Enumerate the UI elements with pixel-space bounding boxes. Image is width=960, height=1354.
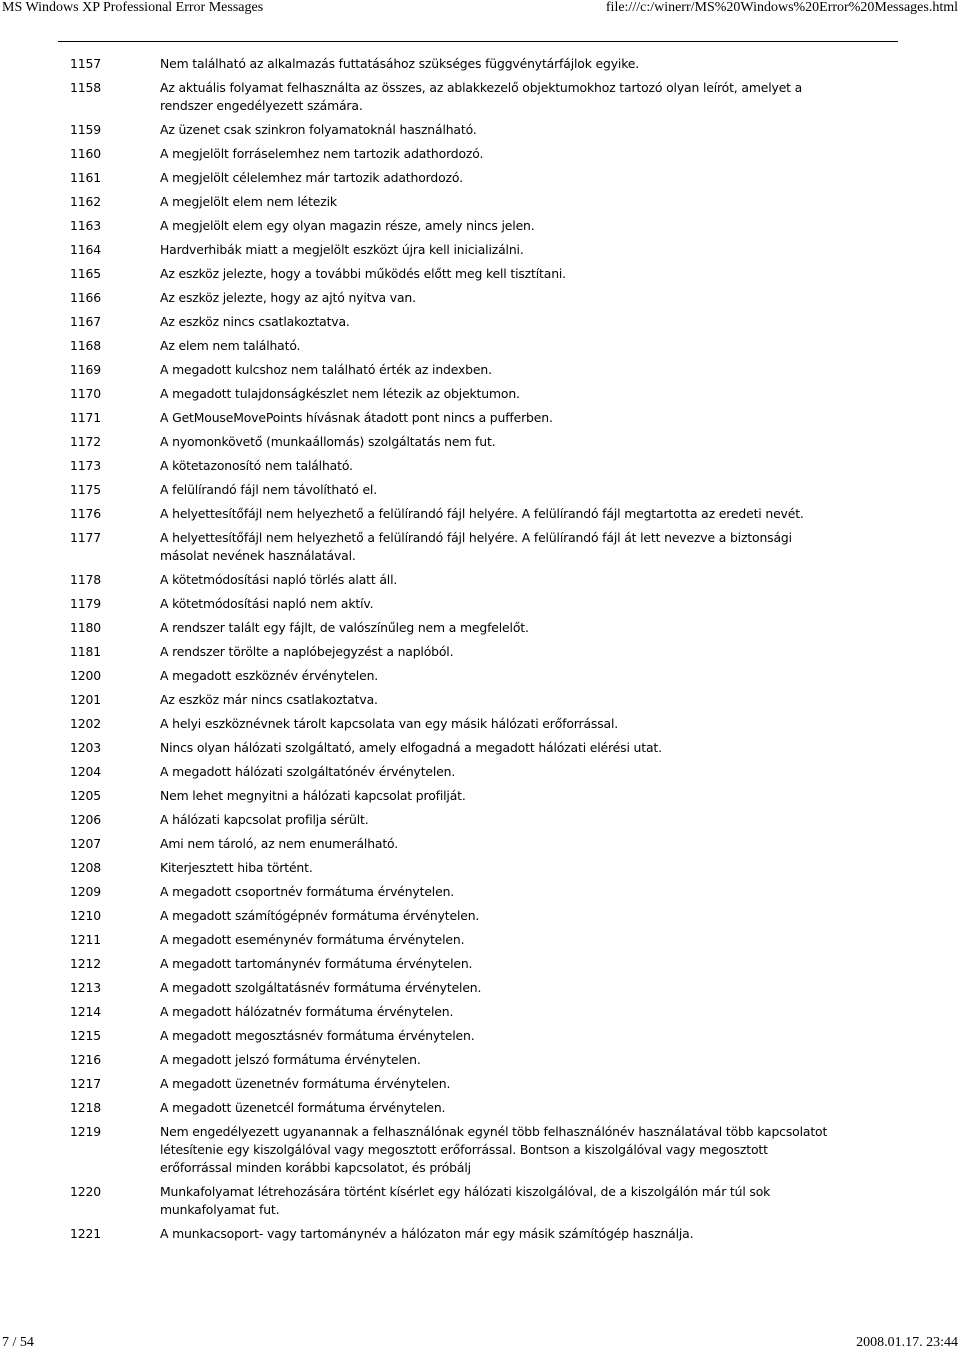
error-code: 1170: [70, 386, 101, 401]
table-row: [58, 907, 898, 931]
error-code: 1208: [70, 860, 101, 875]
error-code: 1163: [70, 218, 101, 233]
error-message: A felülírandó fájl nem távolítható el.: [160, 482, 378, 497]
table-row: [58, 55, 898, 79]
error-code: 1169: [70, 362, 101, 377]
error-message: A megadott kulcshoz nem található érték az indexben.: [160, 362, 492, 377]
table-row: [58, 979, 898, 1003]
table-row: [58, 217, 898, 241]
page-number: 7 / 54: [2, 1335, 34, 1350]
error-message: Az elem nem található.: [160, 338, 301, 353]
table-row: [58, 1003, 898, 1027]
error-code: 1214: [70, 1004, 101, 1019]
table-row: [58, 619, 898, 643]
table-row: [58, 289, 898, 313]
error-message: A kötetmódosítási napló nem aktív.: [160, 596, 374, 611]
error-code: 1201: [70, 692, 101, 707]
error-message-table: [58, 55, 898, 1249]
error-message: Az eszköz jelezte, hogy az ajtó nyitva van.: [160, 290, 416, 305]
table-row: [58, 1225, 898, 1249]
error-code: 1209: [70, 884, 101, 899]
table-row: [58, 409, 898, 433]
error-code: 1216: [70, 1052, 101, 1067]
error-code: 1167: [70, 314, 101, 329]
error-code: 1175: [70, 482, 101, 497]
error-message: Nem található az alkalmazás futtatásához szükséges függvénytárfájlok egyike.: [160, 56, 640, 71]
table-row: [58, 1183, 898, 1225]
table-row: [58, 121, 898, 145]
error-message: Az aktuális folyamat felhasználta az összes, az ablakkezelő objektumokhoz tartozó olyan leírót, amelyet a rendszer engedélyezett számára.: [160, 80, 803, 113]
error-code: 1210: [70, 908, 101, 923]
error-code: 1221: [70, 1226, 101, 1241]
error-code: 1162: [70, 194, 101, 209]
error-code: 1204: [70, 764, 101, 779]
error-code: 1177: [70, 530, 101, 545]
error-code: 1168: [70, 338, 101, 353]
table-row: [58, 1123, 898, 1183]
table-row: [58, 241, 898, 265]
error-code: 1213: [70, 980, 101, 995]
error-message: A megadott üzenetcél formátuma érvénytelen.: [160, 1100, 446, 1115]
error-message: A megadott eseménynév formátuma érvénytelen.: [160, 932, 465, 947]
error-message: A megjelölt célelemhez már tartozik adathordozó.: [160, 170, 463, 185]
error-code: 1202: [70, 716, 101, 731]
error-message: Kiterjesztett hiba történt.: [160, 860, 313, 875]
page-header: [0, 0, 960, 20]
table-row: [58, 739, 898, 763]
error-message: A munkacsoport- vagy tartománynév a hálózaton már egy másik számítógép használja.: [160, 1226, 694, 1241]
error-code: 1207: [70, 836, 101, 851]
error-message: A helyi eszköznévnek tárolt kapcsolata van egy másik hálózati erőforrással.: [160, 716, 619, 731]
table-row: [58, 193, 898, 217]
error-code: 1205: [70, 788, 101, 803]
error-message: A rendszer törölte a naplóbejegyzést a naplóból.: [160, 644, 454, 659]
error-code: 1164: [70, 242, 101, 257]
error-code: 1180: [70, 620, 101, 635]
error-message: Nem engedélyezett ugyanannak a felhasználónak egynél több felhasználónév használatával több kapcsolatot létesítenie egy kiszolgálóval vagy megosztott erőforrással. Bontson a kiszolgálóval vagy megosztott erőforrással minden korábbi kapcsolatot, és próbálj: [160, 1124, 828, 1175]
error-message: A megjelölt forráselemhez nem tartozik adathordozó.: [160, 146, 484, 161]
table-row: [58, 433, 898, 457]
table-row: [58, 1027, 898, 1051]
document-title: MS Windows XP Professional Error Messages: [2, 0, 264, 15]
table-row: [58, 595, 898, 619]
error-message: A nyomonkövető (munkaállomás) szolgáltatás nem fut.: [160, 434, 496, 449]
table-row: [58, 667, 898, 691]
table-row: [58, 931, 898, 955]
table-row: [58, 145, 898, 169]
table-row: [58, 337, 898, 361]
table-row: [58, 385, 898, 409]
error-message: A kötetazonosító nem található.: [160, 458, 353, 473]
error-code: 1172: [70, 434, 101, 449]
table-row: [58, 1099, 898, 1123]
table-row: [58, 787, 898, 811]
error-message: Nem lehet megnyitni a hálózati kapcsolat profilját.: [160, 788, 466, 803]
error-message: A megadott számítógépnév formátuma érvénytelen.: [160, 908, 480, 923]
error-message: A megadott megosztásnév formátuma érvénytelen.: [160, 1028, 475, 1043]
error-message: A megadott tartománynév formátuma érvénytelen.: [160, 956, 473, 971]
error-message: A megadott csoportnév formátuma érvénytelen.: [160, 884, 455, 899]
error-code: 1157: [70, 56, 101, 71]
page-footer: [0, 1332, 960, 1354]
error-code: 1200: [70, 668, 101, 683]
error-message: A megadott eszköznév érvénytelen.: [160, 668, 379, 683]
error-message: Ami nem tároló, az nem enumerálható.: [160, 836, 399, 851]
error-message: A helyettesítőfájl nem helyezhető a felülírandó fájl helyére. A felülírandó fájl át lett nevezve a biztonsági másolat nevének használatával.: [160, 530, 792, 563]
document-url: file:///c:/winerr/MS%20Windows%20Error%20Messages.html: [605, 0, 958, 15]
error-code: 1160: [70, 146, 101, 161]
error-code: 1215: [70, 1028, 101, 1043]
error-message: Hardverhibák miatt a megjelölt eszközt újra kell inicializálni.: [160, 242, 524, 257]
table-row: [58, 643, 898, 667]
error-code: 1181: [70, 644, 101, 659]
error-message: A megadott üzenetnév formátuma érvénytelen.: [160, 1076, 451, 1091]
table-row: [58, 691, 898, 715]
table-row: [58, 715, 898, 739]
error-message: A megjelölt elem egy olyan magazin része, amely nincs jelen.: [160, 218, 535, 233]
error-code: 1161: [70, 170, 101, 185]
error-message: Munkafolyamat létrehozására történt kísérlet egy hálózati kiszolgálóval, de a kiszolgálón már túl sok munkafolyamat fut.: [160, 1184, 771, 1217]
error-message: A megadott hálózati szolgáltatónév érvénytelen.: [160, 764, 456, 779]
error-code: 1217: [70, 1076, 101, 1091]
error-message: A megadott szolgáltatásnév formátuma érvénytelen.: [160, 980, 482, 995]
table-row: [58, 361, 898, 385]
table-row: [58, 859, 898, 883]
error-message: A GetMouseMovePoints hívásnak átadott pont nincs a pufferben.: [160, 410, 553, 425]
error-code: 1166: [70, 290, 101, 305]
table-row: [58, 1051, 898, 1075]
table-row: [58, 265, 898, 289]
error-message: Az eszköz nincs csatlakoztatva.: [160, 314, 350, 329]
error-message: A megadott tulajdonságkészlet nem létezik az objektumon.: [160, 386, 520, 401]
error-code: 1211: [70, 932, 101, 947]
error-code: 1171: [70, 410, 101, 425]
error-message: A kötetmódosítási napló törlés alatt áll.: [160, 572, 398, 587]
error-code: 1219: [70, 1124, 101, 1139]
error-message: A megjelölt elem nem létezik: [160, 194, 337, 209]
table-row: [58, 79, 898, 121]
error-message: Az eszköz jelezte, hogy a további működés előtt meg kell tisztítani.: [160, 266, 566, 281]
error-message: Nincs olyan hálózati szolgáltató, amely elfogadná a megadott hálózati elérési utat.: [160, 740, 662, 755]
table-row: [58, 883, 898, 907]
table-row: [58, 835, 898, 859]
table-row: [58, 505, 898, 529]
error-message: Az üzenet csak szinkron folyamatoknál használható.: [160, 122, 477, 137]
error-code: 1203: [70, 740, 101, 755]
table-top-rule: [58, 41, 898, 42]
error-code: 1218: [70, 1100, 101, 1115]
table-row: [58, 457, 898, 481]
error-code: 1212: [70, 956, 101, 971]
table-row: [58, 169, 898, 193]
error-code: 1178: [70, 572, 101, 587]
error-code: 1165: [70, 266, 101, 281]
error-code: 1179: [70, 596, 101, 611]
table-row: [58, 763, 898, 787]
error-code: 1173: [70, 458, 101, 473]
error-message: A helyettesítőfájl nem helyezhető a felülírandó fájl helyére. A felülírandó fájl megtartotta az eredeti nevét.: [160, 506, 804, 521]
table-row: [58, 313, 898, 337]
error-code: 1176: [70, 506, 101, 521]
error-message: A megadott jelszó formátuma érvénytelen.: [160, 1052, 421, 1067]
error-message: A megadott hálózatnév formátuma érvénytelen.: [160, 1004, 454, 1019]
error-code: 1159: [70, 122, 101, 137]
table-row: [58, 529, 898, 571]
table-row: [58, 1075, 898, 1099]
table-row: [58, 571, 898, 595]
table-row: [58, 811, 898, 835]
table-row: [58, 481, 898, 505]
error-code: 1206: [70, 812, 101, 827]
error-message: Az eszköz már nincs csatlakoztatva.: [160, 692, 378, 707]
table-row: [58, 955, 898, 979]
error-message: A hálózati kapcsolat profilja sérült.: [160, 812, 369, 827]
error-code: 1158: [70, 80, 101, 95]
error-message: A rendszer talált egy fájlt, de valószínűleg nem a megfelelőt.: [160, 620, 529, 635]
error-code: 1220: [70, 1184, 101, 1199]
print-datetime: 2008.01.17. 23:44: [856, 1335, 958, 1350]
